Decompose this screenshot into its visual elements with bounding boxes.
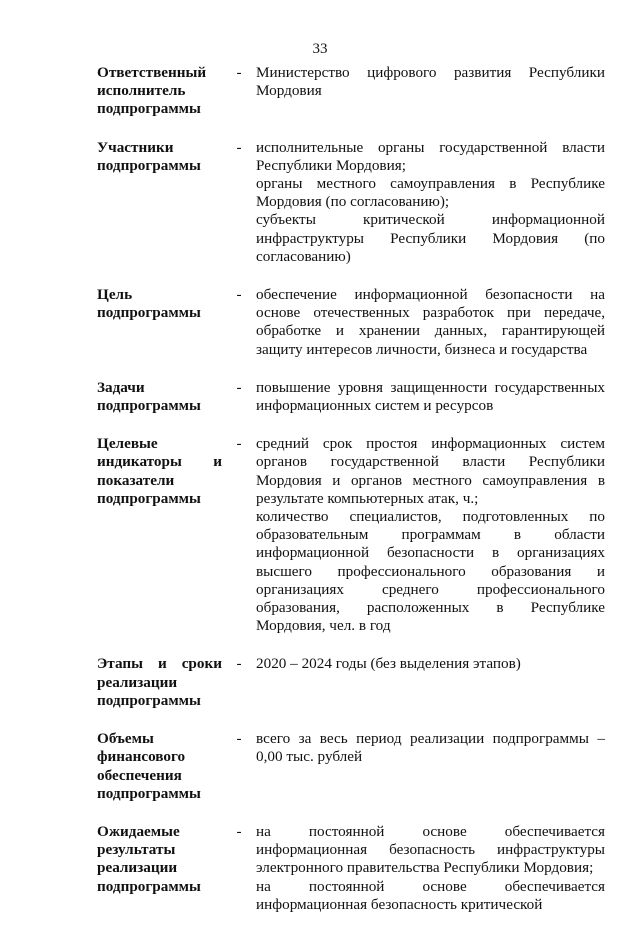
dash-separator: - bbox=[236, 435, 242, 453]
row-participants bbox=[97, 139, 605, 266]
heading-line: Ответственный bbox=[97, 64, 207, 81]
row-tasks bbox=[97, 379, 605, 415]
content-paragraph: средний срок простоя информационных систем органов государственной власти Республики Мордовия и органов местного самоуправления в результате компьютерных атак, ч.; bbox=[256, 435, 605, 507]
row-content bbox=[256, 379, 605, 415]
content-paragraph: исполнительные органы государственной власти Республики Мордовия; bbox=[256, 138, 605, 174]
dash-separator: - bbox=[236, 730, 242, 748]
heading-line: обеспечения bbox=[97, 766, 182, 784]
row-heading bbox=[97, 139, 222, 266]
heading-line: Объемы bbox=[97, 730, 154, 748]
heading-line: Ожидаемые bbox=[97, 822, 180, 840]
dash-separator: - bbox=[236, 64, 242, 81]
heading-line: подпрограммы bbox=[97, 691, 201, 709]
row-stages-and-terms bbox=[97, 655, 605, 710]
heading-line bbox=[97, 655, 222, 673]
dash-separator: - bbox=[236, 655, 242, 673]
content-paragraph: повышение уровня защищенности государственных информационных систем и ресурсов bbox=[256, 378, 605, 415]
heading-line bbox=[97, 453, 222, 471]
row-content bbox=[256, 435, 605, 635]
heading-line: финансового bbox=[97, 748, 186, 766]
heading-line: результаты bbox=[97, 841, 176, 859]
row-heading bbox=[97, 823, 222, 914]
dash-separator: - bbox=[236, 138, 242, 156]
row-heading bbox=[97, 379, 222, 415]
row-heading bbox=[97, 435, 222, 635]
content-paragraph: на постоянной основе обеспечивается информационная безопасность инфраструктуры электронного правительства Республики Мордовия; bbox=[256, 822, 605, 877]
content-paragraph: субъекты критической информационной инфраструктуры Республики Мордовия (по согласованию) bbox=[256, 211, 605, 265]
heading-line: подпрограммы bbox=[97, 156, 201, 174]
row-content bbox=[256, 286, 605, 359]
content-paragraph: всего за весь период реализации подпрограммы – 0,00 тыс. рублей bbox=[256, 730, 605, 766]
heading-line: подпрограммы bbox=[97, 304, 201, 322]
content-paragraph: количество специалистов, подготовленных по образовательным программам в области информационной безопасности в организациях высшего профессионального образования и организациях среднего профессионального образования, расположенных в Республике Мордовия, чел. в год bbox=[256, 508, 605, 635]
content-paragraph: Министерство цифрового развития Республики Мордовия bbox=[256, 64, 605, 100]
row-content bbox=[256, 139, 605, 266]
heading-word: и bbox=[213, 453, 222, 471]
row-goal bbox=[97, 286, 605, 359]
heading-line: подпрограммы bbox=[97, 100, 201, 118]
heading-line: реализации bbox=[97, 859, 178, 877]
content-paragraph: обеспечение информационной безопасности на основе отечественных разработок при передаче, обработке и хранении данных, гарантирующей защиту интересов личности, бизнеса и государства bbox=[256, 286, 605, 358]
row-heading bbox=[97, 730, 222, 803]
heading-word: индикаторы bbox=[97, 453, 182, 471]
heading-line: Цель bbox=[97, 286, 133, 304]
row-expected-results bbox=[97, 823, 605, 914]
dash-separator: - bbox=[236, 378, 242, 396]
dash-separator: - bbox=[236, 286, 242, 304]
heading-line: Задачи bbox=[97, 378, 145, 396]
heading-line: Участники bbox=[97, 138, 174, 156]
row-responsible-executor bbox=[97, 64, 605, 119]
row-content bbox=[256, 64, 605, 119]
heading-line: показатели bbox=[97, 471, 175, 489]
row-target-indicators bbox=[97, 435, 605, 635]
content-paragraph: 2020 – 2024 годы (без выделения этапов) bbox=[256, 655, 521, 673]
subprogram-passport bbox=[97, 64, 605, 934]
dash-separator: - bbox=[236, 822, 242, 840]
heading-line: подпрограммы bbox=[97, 489, 201, 507]
row-heading bbox=[97, 64, 222, 119]
row-heading bbox=[97, 286, 222, 359]
content-paragraph: на постоянной основе обеспечивается информационная безопасность критической bbox=[256, 877, 605, 913]
heading-line: подпрограммы bbox=[97, 397, 201, 415]
heading-line: исполнитель bbox=[97, 82, 186, 100]
heading-line: подпрограммы bbox=[97, 784, 201, 802]
row-content bbox=[256, 823, 605, 914]
row-content bbox=[256, 730, 605, 803]
heading-word: Этапы bbox=[97, 655, 143, 673]
row-heading bbox=[97, 655, 222, 710]
page-number: 33 bbox=[312, 41, 328, 57]
row-content bbox=[256, 655, 605, 710]
heading-word: сроки bbox=[181, 655, 222, 673]
content-paragraph: органы местного самоуправления в Республике Мордовия (по согласованию); bbox=[256, 175, 605, 211]
heading-word: и bbox=[157, 655, 167, 673]
row-financing-volume bbox=[97, 730, 605, 803]
heading-line: реализации bbox=[97, 673, 178, 691]
heading-line: подпрограммы bbox=[97, 877, 201, 895]
heading-line: Целевые bbox=[97, 435, 158, 453]
